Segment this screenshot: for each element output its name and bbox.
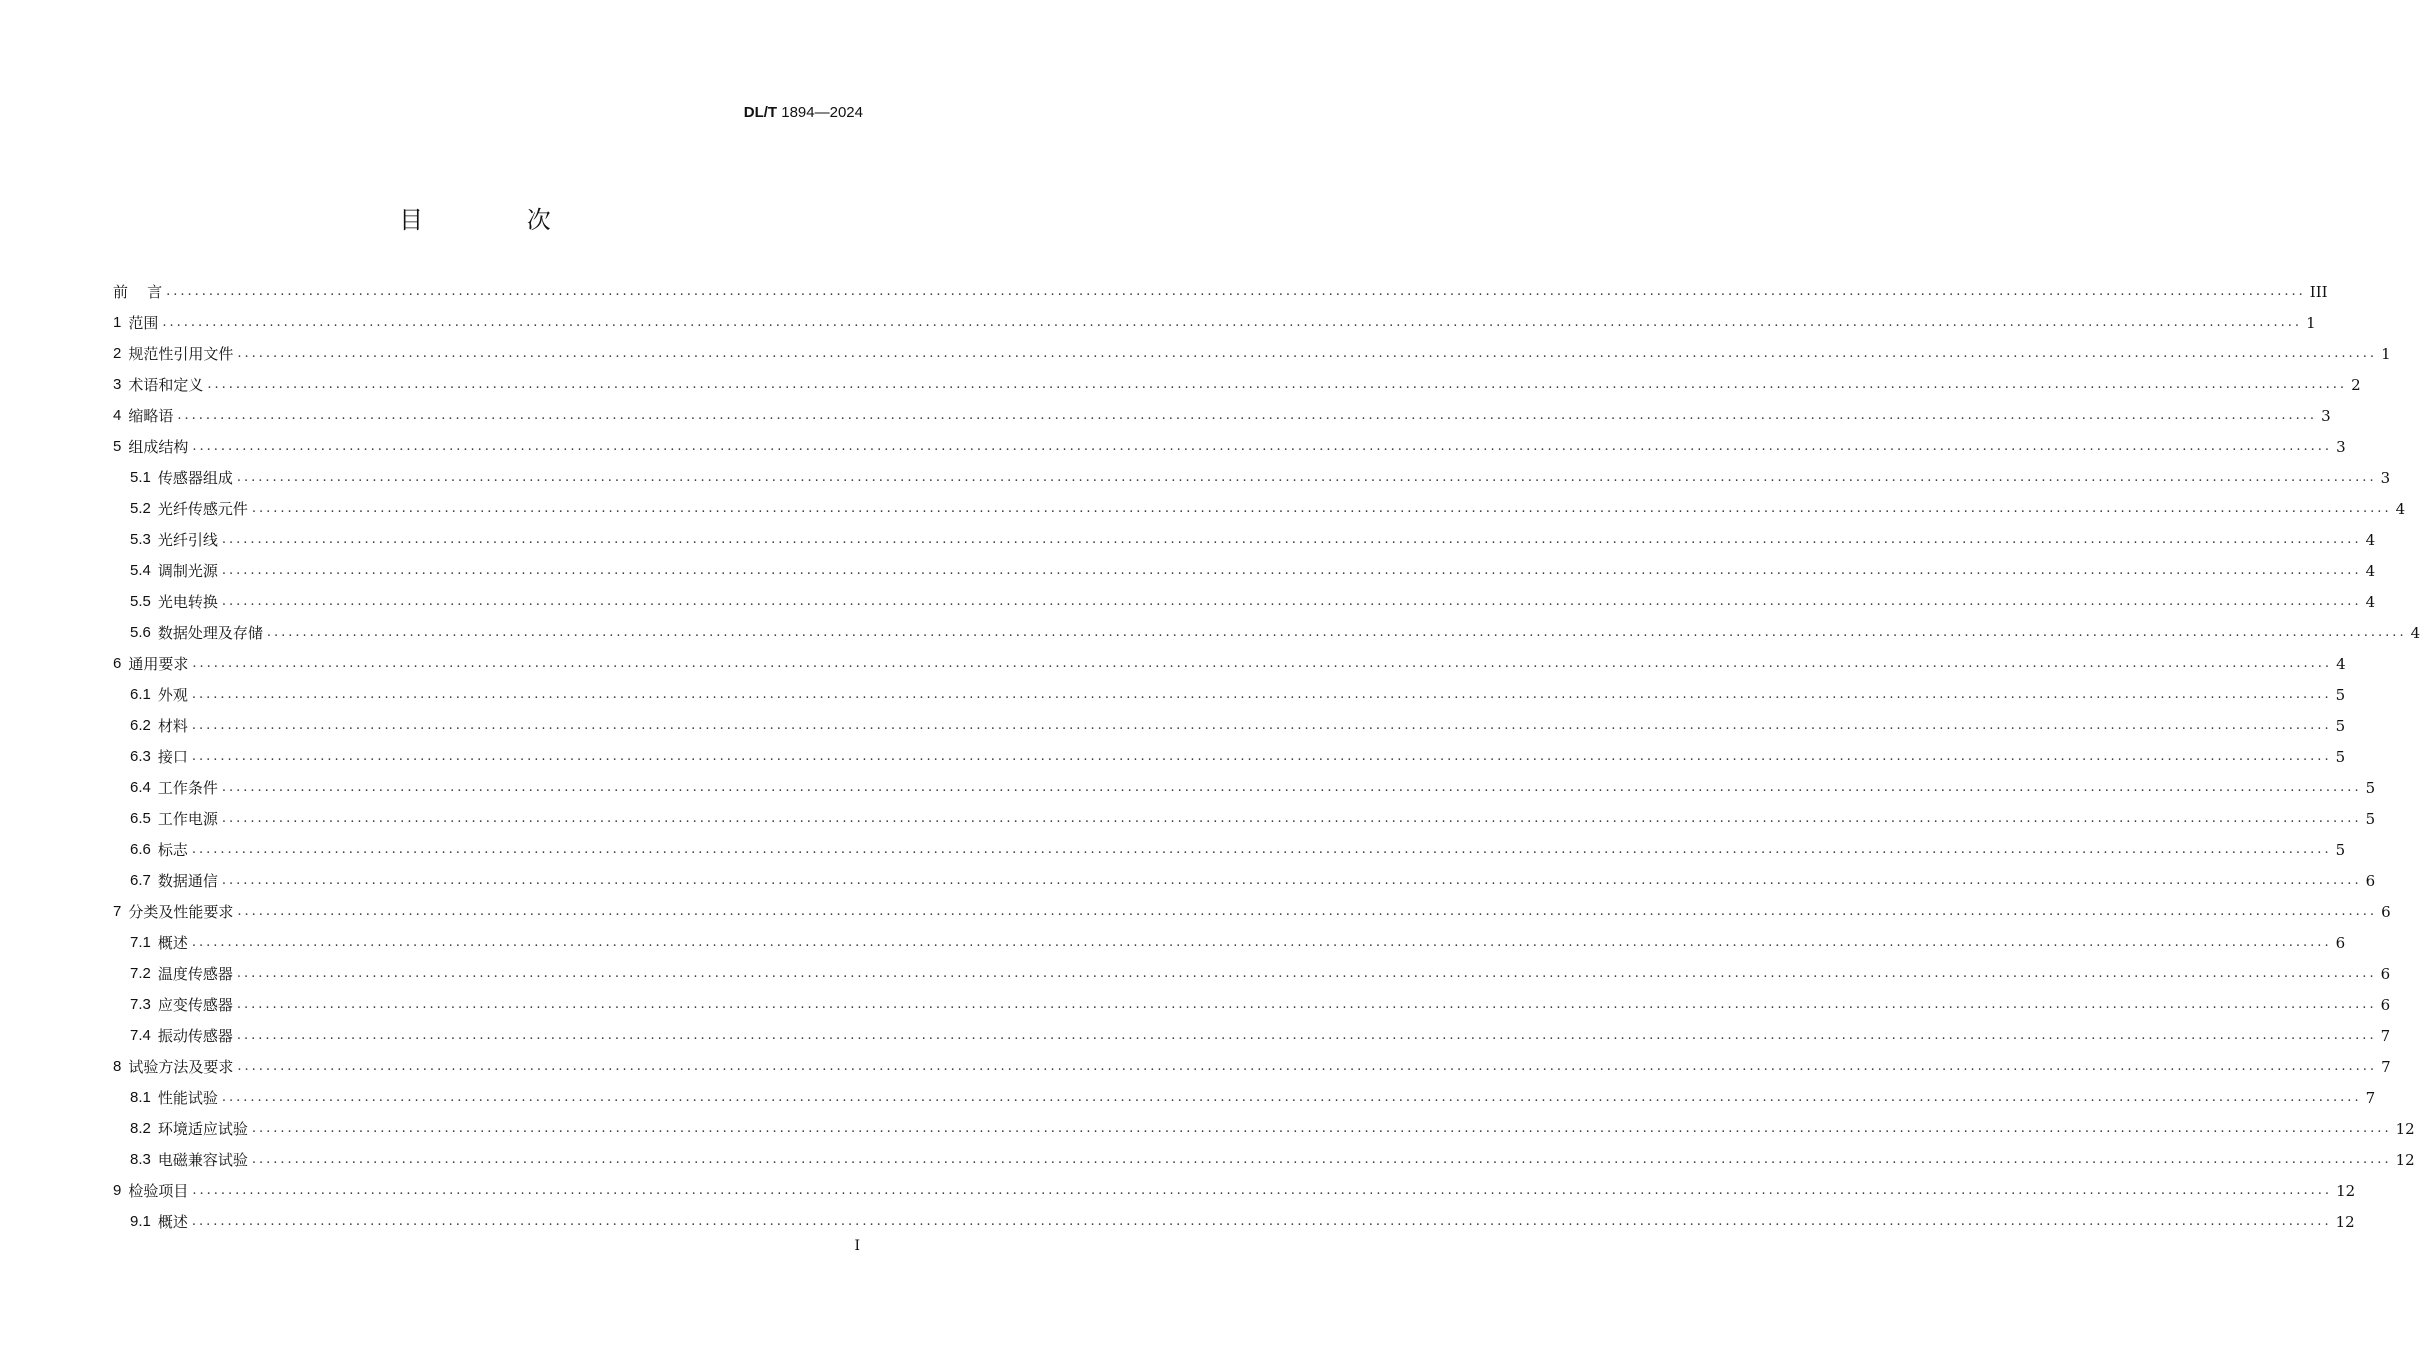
toc-entry-number: 9 bbox=[113, 1182, 122, 1199]
toc-leader-dots: ............................................................................................................................................................................................................................................................................................................ bbox=[191, 749, 2332, 764]
toc-entry-page: 4 bbox=[2365, 561, 2376, 580]
toc-entry-number: 7.1 bbox=[130, 934, 151, 951]
toc-leader-dots: ............................................................................................................................................................................................................................................................................................................ bbox=[236, 1028, 2377, 1043]
page-title: 目 次 bbox=[399, 206, 599, 234]
toc-entry-label: 电磁兼容试验 bbox=[157, 1151, 248, 1169]
toc-entry-label: 检验项目 bbox=[128, 1182, 189, 1200]
toc-entry[interactable] bbox=[113, 431, 2346, 462]
toc-entry-page: 1 bbox=[2381, 344, 2391, 363]
toc-entry-label: 组成结构 bbox=[128, 438, 189, 456]
toc-entry-page: 5 bbox=[2335, 716, 2346, 735]
toc-leader-dots: ............................................................................................................................................................................................................................................................................................................ bbox=[266, 625, 2407, 640]
toc-entry-page: 5 bbox=[2335, 685, 2346, 704]
toc-entry-page: 6 bbox=[2380, 995, 2391, 1014]
toc-entry-number: 2 bbox=[113, 345, 122, 362]
toc-entry-number: 5.4 bbox=[130, 562, 151, 579]
page-number: I bbox=[854, 1238, 860, 1254]
toc-leader-dots: ............................................................................................................................................................................................................................................................................................................ bbox=[221, 563, 2362, 578]
toc-entry-number: 5.2 bbox=[130, 500, 151, 517]
toc-leader-dots: ............................................................................................................................................................................................................................................................................................................ bbox=[237, 346, 2378, 361]
toc-entry-label: 标志 bbox=[157, 841, 188, 859]
toc-leader-dots: ............................................................................................................................................................................................................................................................................................................ bbox=[191, 718, 2332, 733]
toc-leader-dots: ............................................................................................................................................................................................................................................................................................................ bbox=[221, 532, 2362, 547]
toc-entry-page: 5 bbox=[2365, 809, 2376, 828]
toc-entry-page: 5 bbox=[2335, 840, 2346, 859]
toc-entry-page: 12 bbox=[2336, 1181, 2356, 1200]
toc-leader-dots: ............................................................................................................................................................................................................................................................................................................ bbox=[191, 842, 2332, 857]
toc-leader-dots: ............................................................................................................................................................................................................................................................................................................ bbox=[237, 904, 2378, 919]
toc-entry-page: 4 bbox=[2336, 654, 2346, 673]
toc-entry[interactable] bbox=[130, 524, 2376, 555]
toc-entry-number: 6.6 bbox=[130, 841, 151, 858]
toc-leader-dots: ............................................................................................................................................................................................................................................................................................................ bbox=[251, 1152, 2392, 1167]
toc-entry[interactable] bbox=[113, 276, 2328, 307]
toc-entry[interactable] bbox=[130, 989, 2391, 1020]
toc-entry[interactable] bbox=[130, 865, 2376, 896]
toc-entry-label: 试验方法及要求 bbox=[128, 1058, 234, 1076]
toc-entry-label: 性能试验 bbox=[157, 1089, 218, 1107]
toc-entry[interactable] bbox=[130, 927, 2346, 958]
toc-entry-page: 6 bbox=[2380, 964, 2391, 983]
toc-entry[interactable] bbox=[130, 493, 2406, 524]
toc-entry-number: 5.5 bbox=[130, 593, 151, 610]
toc-entry[interactable] bbox=[130, 741, 2346, 772]
toc-leader-dots: ............................................................................................................................................................................................................................................................................................................ bbox=[221, 780, 2362, 795]
toc-entry[interactable] bbox=[130, 958, 2391, 989]
toc-entry-label: 传感器组成 bbox=[157, 469, 233, 487]
toc-entry-page: 6 bbox=[2381, 902, 2391, 921]
toc-entry-page: 3 bbox=[2336, 437, 2346, 456]
toc-entry-label: 环境适应试验 bbox=[157, 1120, 248, 1138]
toc-entry-label: 外观 bbox=[157, 686, 188, 704]
toc-entry-page: 7 bbox=[2380, 1026, 2391, 1045]
toc-entry-label: 范围 bbox=[128, 314, 159, 332]
standard-code: DL/T bbox=[743, 104, 778, 121]
standard-number: 1894—2024 bbox=[781, 104, 863, 121]
toc-entry-number: 6.2 bbox=[130, 717, 151, 734]
toc-entry[interactable] bbox=[113, 648, 2346, 679]
toc-entry-number: 6.7 bbox=[130, 872, 151, 889]
toc-entry[interactable] bbox=[113, 369, 2361, 400]
toc-entry-number: 3 bbox=[113, 376, 122, 393]
toc-entry[interactable] bbox=[113, 307, 2316, 338]
toc-entry-label: 术语和定义 bbox=[128, 376, 204, 394]
toc-leader-dots: ............................................................................................................................................................................................................................................................................................................ bbox=[192, 439, 2333, 454]
toc-entry-number: 8.2 bbox=[130, 1120, 151, 1137]
toc-entry-label: 工作条件 bbox=[157, 779, 218, 797]
toc-entry-page: 12 bbox=[2395, 1119, 2415, 1138]
toc-entry-number: 5 bbox=[113, 438, 122, 455]
toc-entry-page: 12 bbox=[2395, 1150, 2415, 1169]
toc-entry[interactable] bbox=[113, 1051, 2391, 1082]
toc-leader-dots: ............................................................................................................................................................................................................................................................................................................ bbox=[251, 1121, 2392, 1136]
toc-entry-label: 应变传感器 bbox=[157, 996, 233, 1014]
toc-leader-dots: ............................................................................................................................................................................................................................................................................................................ bbox=[191, 1214, 2332, 1229]
toc-entry[interactable] bbox=[113, 896, 2391, 927]
toc-entry-page: 2 bbox=[2351, 375, 2361, 394]
toc-entry[interactable] bbox=[130, 1020, 2391, 1051]
toc-entry-label: 振动传感器 bbox=[157, 1027, 233, 1045]
toc-leader-dots: ............................................................................................................................................................................................................................................................................................................ bbox=[221, 1090, 2362, 1105]
toc-entry-label: 规范性引用文件 bbox=[128, 345, 234, 363]
toc-entry[interactable] bbox=[130, 803, 2376, 834]
toc-entry[interactable] bbox=[130, 1206, 2355, 1237]
toc-entry-page: 4 bbox=[2365, 530, 2376, 549]
toc-entry-page: 4 bbox=[2395, 499, 2406, 518]
toc-entry-label: 通用要求 bbox=[128, 655, 189, 673]
toc-entry-label: 光纤传感元件 bbox=[157, 500, 248, 518]
toc-entry-label: 缩略语 bbox=[128, 407, 174, 425]
toc-entry-page: 7 bbox=[2365, 1088, 2376, 1107]
toc-entry-label: 数据通信 bbox=[157, 872, 218, 890]
toc-entry-number: 7.3 bbox=[130, 996, 151, 1013]
toc-leader-dots: ............................................................................................................................................................................................................................................................................................................ bbox=[221, 594, 2362, 609]
toc-entry-number: 7.4 bbox=[130, 1027, 151, 1044]
toc-entry[interactable] bbox=[130, 710, 2346, 741]
toc-leader-dots: ............................................................................................................................................................................................................................................................................................................ bbox=[221, 811, 2362, 826]
toc-entry-number: 5.1 bbox=[130, 469, 151, 486]
toc-leader-dots: ............................................................................................................................................................................................................................................................................................................ bbox=[192, 656, 2333, 671]
toc-entry-number: 6.1 bbox=[130, 686, 151, 703]
toc-entry-label: 调制光源 bbox=[157, 562, 218, 580]
toc-entry-label: 光纤引线 bbox=[157, 531, 218, 549]
toc-entry[interactable] bbox=[130, 1082, 2376, 1113]
toc-entry-page: 3 bbox=[2321, 406, 2331, 425]
toc-leader-dots: ............................................................................................................................................................................................................................................................................................................ bbox=[191, 935, 2332, 950]
toc-entry-label: 材料 bbox=[157, 717, 188, 735]
toc-entry-page: 6 bbox=[2335, 933, 2346, 952]
toc-entry-label: 光电转换 bbox=[157, 593, 218, 611]
toc-entry[interactable] bbox=[130, 555, 2376, 586]
toc-entry-number: 5.6 bbox=[130, 624, 151, 641]
toc-entry-page: 12 bbox=[2335, 1212, 2355, 1231]
toc-entry-label: 概述 bbox=[157, 1213, 188, 1231]
toc-entry-page: 4 bbox=[2410, 623, 2420, 642]
toc-entry-number: 6 bbox=[113, 655, 122, 672]
toc-entry[interactable] bbox=[130, 462, 2391, 493]
toc-entry-label: 数据处理及存储 bbox=[157, 624, 263, 642]
toc-entry-number: 6.3 bbox=[130, 748, 151, 765]
toc-entry[interactable] bbox=[130, 1144, 2415, 1175]
toc-entry-label: 概述 bbox=[157, 934, 188, 952]
toc-leader-dots: ............................................................................................................................................................................................................................................................................................................ bbox=[236, 470, 2377, 485]
toc-entry[interactable] bbox=[130, 679, 2346, 710]
toc-leader-dots: ............................................................................................................................................................................................................................................................................................................ bbox=[251, 501, 2392, 516]
toc-entry-number: 8.1 bbox=[130, 1089, 151, 1106]
toc-leader-dots: ............................................................................................................................................................................................................................................................................................................ bbox=[207, 377, 2348, 392]
toc-leader-dots: ............................................................................................................................................................................................................................................................................................................ bbox=[236, 966, 2377, 981]
toc-leader-dots: ............................................................................................................................................................................................................................................................................................................ bbox=[166, 284, 2306, 299]
toc-entry-number: 7 bbox=[113, 903, 122, 920]
toc-entry-page: 1 bbox=[2306, 313, 2316, 332]
toc-entry[interactable] bbox=[130, 586, 2376, 617]
toc-entry-page: 6 bbox=[2365, 871, 2376, 890]
toc-entry-number: 4 bbox=[113, 407, 122, 424]
toc-leader-dots: ............................................................................................................................................................................................................................................................................................................ bbox=[191, 687, 2332, 702]
toc-entry-page: 7 bbox=[2381, 1057, 2391, 1076]
toc-entry[interactable] bbox=[113, 338, 2391, 369]
toc-entry-number: 5.3 bbox=[130, 531, 151, 548]
toc-entry-label: 接口 bbox=[157, 748, 188, 766]
toc-entry-number: 8 bbox=[113, 1058, 122, 1075]
toc-entry[interactable] bbox=[130, 772, 2376, 803]
toc-leader-dots: ............................................................................................................................................................................................................................................................................................................ bbox=[177, 408, 2318, 423]
toc-leader-dots: ............................................................................................................................................................................................................................................................................................................ bbox=[162, 315, 2303, 330]
toc-entry[interactable] bbox=[113, 400, 2331, 431]
toc-entry[interactable] bbox=[113, 1175, 2356, 1206]
toc-leader-dots: ............................................................................................................................................................................................................................................................................................................ bbox=[236, 997, 2377, 1012]
toc-entry-label: 前 言 bbox=[113, 283, 163, 301]
toc-entry-number: 6.4 bbox=[130, 779, 151, 796]
toc-entry-number: 9.1 bbox=[130, 1213, 151, 1230]
toc-entry-page: III bbox=[2309, 282, 2328, 301]
toc-entry-page: 4 bbox=[2365, 592, 2376, 611]
toc-entry-page: 3 bbox=[2380, 468, 2391, 487]
toc-leader-dots: ............................................................................................................................................................................................................................................................................................................ bbox=[221, 873, 2362, 888]
toc-leader-dots: ............................................................................................................................................................................................................................................................................................................ bbox=[192, 1183, 2333, 1198]
toc-entry-page: 5 bbox=[2365, 778, 2376, 797]
toc-entry-number: 1 bbox=[113, 314, 122, 331]
toc-entry[interactable] bbox=[130, 617, 2420, 648]
toc-leader-dots: ............................................................................................................................................................................................................................................................................................................ bbox=[237, 1059, 2378, 1074]
toc-entry[interactable] bbox=[130, 1113, 2415, 1144]
document-header bbox=[744, 104, 863, 121]
toc-entry-number: 6.5 bbox=[130, 810, 151, 827]
toc-entry-page: 5 bbox=[2335, 747, 2346, 766]
toc-entry-label: 工作电源 bbox=[157, 810, 218, 828]
toc-entry-number: 7.2 bbox=[130, 965, 151, 982]
toc-entry[interactable] bbox=[130, 834, 2346, 865]
toc-entry-number: 8.3 bbox=[130, 1151, 151, 1168]
toc-entry-label: 温度传感器 bbox=[157, 965, 233, 983]
toc-entry-label: 分类及性能要求 bbox=[128, 903, 234, 921]
